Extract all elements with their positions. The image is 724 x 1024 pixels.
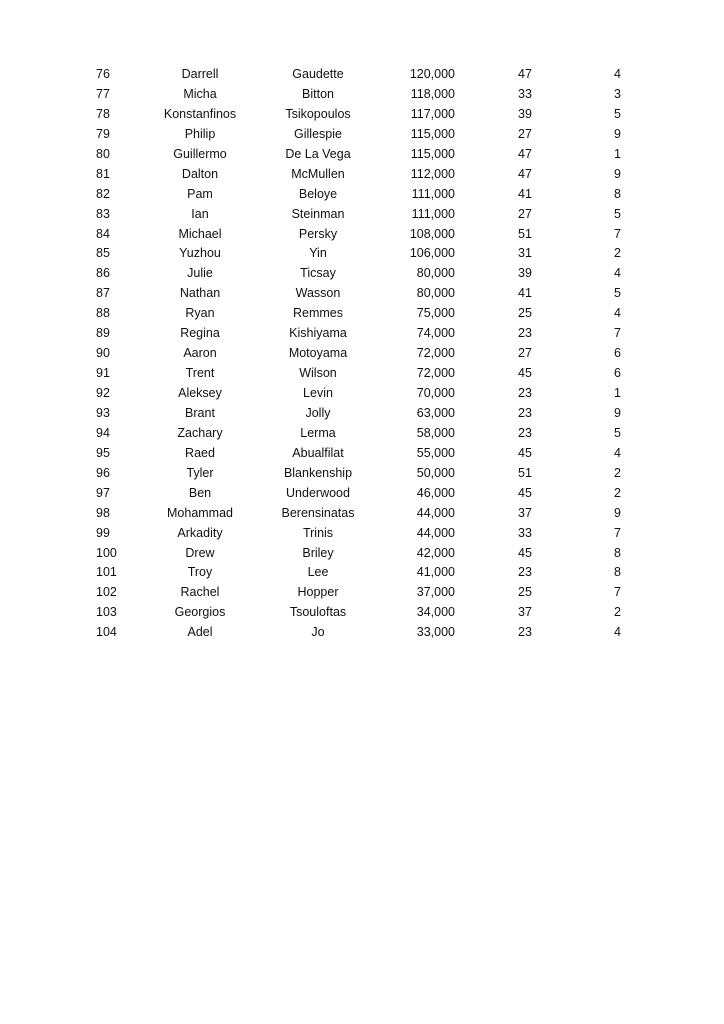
table-row — [0, 105, 724, 125]
cell-first-name: Raed — [185, 445, 215, 460]
cell-last-name: Lee — [307, 565, 329, 580]
cell-last-name: Jolly — [305, 405, 331, 420]
cell-salary: 117,000 — [410, 106, 455, 121]
cell-first-name: Darrell — [181, 67, 219, 81]
cell-age: 45 — [518, 366, 532, 381]
cell-id: 96 — [96, 465, 110, 480]
table-row — [0, 65, 724, 85]
cell-rating: 6 — [614, 346, 621, 361]
cell-first-name: Tyler — [186, 465, 214, 480]
cell-age: 23 — [518, 565, 532, 580]
cell-rating: 9 — [614, 126, 621, 141]
table-row — [0, 205, 724, 225]
cell-age: 41 — [518, 286, 532, 301]
cell-last-name: Gillespie — [294, 126, 342, 141]
cell-age: 47 — [518, 166, 532, 181]
cell-rating: 5 — [614, 286, 621, 301]
cell-salary: 44,000 — [416, 505, 455, 520]
cell-age: 41 — [518, 186, 532, 201]
cell-rating: 3 — [614, 86, 621, 101]
cell-rating: 4 — [614, 306, 621, 321]
cell-age: 45 — [518, 545, 532, 560]
cell-first-name: Ian — [191, 206, 209, 221]
table-row — [0, 324, 724, 344]
cell-first-name: Brant — [185, 405, 215, 420]
cell-last-name: Remmes — [292, 306, 343, 321]
cell-first-name: Ryan — [185, 306, 215, 321]
cell-id: 90 — [96, 346, 110, 361]
cell-last-name: Underwood — [286, 485, 350, 500]
cell-age: 51 — [518, 465, 532, 480]
cell-rating: 5 — [614, 206, 621, 221]
cell-id: 78 — [96, 106, 110, 121]
cell-last-name: McMullen — [291, 166, 345, 181]
cell-age: 23 — [518, 386, 532, 400]
cell-last-name: Steinman — [291, 206, 345, 221]
cell-rating: 2 — [614, 485, 621, 500]
cell-age: 27 — [518, 206, 532, 221]
cell-last-name: Ticsay — [300, 266, 336, 281]
cell-salary: 44,000 — [416, 525, 455, 540]
cell-first-name: Guillermo — [173, 146, 227, 161]
cell-first-name: Aleksey — [178, 386, 222, 400]
cell-salary: 72,000 — [416, 366, 455, 381]
cell-last-name: Gaudette — [292, 67, 344, 81]
cell-salary: 112,000 — [410, 166, 455, 181]
cell-first-name: Zachary — [177, 425, 223, 440]
cell-age: 25 — [518, 306, 532, 321]
cell-salary: 34,000 — [416, 605, 455, 620]
cell-age: 37 — [518, 605, 532, 620]
table-row — [0, 344, 724, 364]
cell-id: 95 — [96, 445, 110, 460]
table-row — [0, 284, 724, 304]
cell-salary: 111,000 — [411, 206, 455, 221]
cell-first-name: Rachel — [180, 585, 220, 600]
cell-first-name: Georgios — [174, 605, 226, 620]
table-row — [0, 264, 724, 284]
cell-last-name: Levin — [303, 386, 333, 400]
table-row — [0, 404, 724, 424]
table-row — [0, 185, 724, 205]
cell-rating: 5 — [614, 106, 621, 121]
table-row — [0, 384, 724, 404]
cell-rating: 6 — [614, 366, 621, 381]
cell-age: 27 — [518, 126, 532, 141]
cell-age: 39 — [518, 266, 532, 281]
cell-rating: 7 — [614, 326, 621, 341]
cell-last-name: Motoyama — [288, 346, 348, 361]
cell-salary: 120,000 — [409, 67, 455, 81]
cell-first-name: Regina — [180, 326, 220, 341]
cell-age: 23 — [518, 425, 532, 440]
cell-last-name: Wilson — [299, 366, 337, 381]
table-row — [0, 524, 724, 544]
cell-id: 82 — [96, 186, 110, 201]
cell-salary: 108,000 — [409, 226, 455, 241]
cell-id: 98 — [96, 505, 110, 520]
table-row — [0, 484, 724, 504]
cell-salary: 46,000 — [416, 485, 455, 500]
cell-rating: 7 — [614, 226, 621, 241]
cell-id: 100 — [96, 545, 117, 560]
cell-id: 76 — [96, 67, 110, 81]
cell-last-name: Berensinatas — [281, 505, 355, 520]
cell-id: 101 — [96, 565, 117, 580]
table-row — [0, 563, 724, 583]
cell-id: 86 — [96, 266, 110, 281]
cell-last-name: Blankenship — [283, 465, 353, 480]
cell-salary: 63,000 — [416, 405, 455, 420]
cell-rating: 1 — [614, 146, 621, 161]
cell-id: 87 — [96, 286, 110, 301]
cell-age: 45 — [518, 485, 532, 500]
table-row — [0, 85, 724, 105]
cell-first-name: Michael — [178, 226, 222, 241]
cell-id: 103 — [96, 605, 117, 620]
cell-id: 104 — [96, 625, 117, 640]
cell-rating: 5 — [614, 425, 621, 440]
table-row — [0, 603, 724, 623]
cell-rating: 2 — [614, 605, 621, 620]
cell-first-name: Mohammad — [167, 505, 233, 520]
cell-first-name: Konstanfinos — [163, 106, 237, 121]
cell-age: 23 — [518, 405, 532, 420]
cell-salary: 80,000 — [416, 286, 455, 301]
cell-first-name: Dalton — [181, 166, 219, 181]
cell-id: 79 — [96, 126, 110, 141]
cell-id: 97 — [96, 485, 110, 500]
cell-last-name: Jo — [311, 625, 325, 640]
cell-first-name: Philip — [184, 126, 216, 141]
cell-age: 33 — [518, 525, 532, 540]
cell-first-name: Adel — [187, 625, 213, 640]
cell-last-name: Tsikopoulos — [285, 106, 351, 121]
cell-salary: 118,000 — [410, 86, 455, 101]
cell-rating: 2 — [614, 246, 621, 261]
cell-rating: 8 — [614, 545, 621, 560]
table-row — [0, 145, 724, 165]
cell-id: 85 — [96, 246, 110, 261]
cell-salary: 72,000 — [416, 346, 455, 361]
cell-last-name: Abualfilat — [292, 445, 344, 460]
table-row — [0, 304, 724, 324]
table-row — [0, 444, 724, 464]
cell-first-name: Julie — [187, 266, 213, 281]
cell-id: 102 — [96, 585, 117, 600]
cell-id: 89 — [96, 326, 110, 341]
cell-first-name: Micha — [183, 86, 217, 101]
table-row — [0, 165, 724, 185]
cell-salary: 41,000 — [416, 565, 455, 580]
table-row — [0, 424, 724, 444]
cell-last-name: Tsouloftas — [289, 605, 347, 620]
cell-last-name: Briley — [302, 545, 334, 560]
cell-age: 33 — [518, 86, 532, 101]
cell-id: 80 — [96, 146, 110, 161]
cell-first-name: Arkadity — [177, 525, 223, 540]
cell-salary: 115,000 — [410, 126, 455, 141]
cell-age: 23 — [518, 326, 532, 341]
cell-salary: 42,000 — [416, 545, 455, 560]
table-row — [0, 504, 724, 524]
cell-first-name: Pam — [187, 186, 213, 201]
cell-rating: 1 — [614, 386, 621, 400]
cell-last-name: Trinis — [302, 525, 334, 540]
cell-age: 31 — [518, 246, 532, 261]
table-row — [0, 623, 724, 643]
cell-rating: 8 — [614, 186, 621, 201]
cell-rating: 9 — [614, 505, 621, 520]
cell-last-name: De La Vega — [285, 146, 351, 161]
cell-first-name: Aaron — [183, 346, 217, 361]
cell-last-name: Persky — [298, 226, 338, 241]
cell-id: 84 — [96, 226, 110, 241]
cell-rating: 4 — [614, 445, 621, 460]
cell-age: 37 — [518, 505, 532, 520]
cell-id: 94 — [96, 425, 110, 440]
cell-first-name: Ben — [188, 485, 212, 500]
cell-age: 51 — [518, 226, 532, 241]
cell-last-name: Lerma — [300, 425, 336, 440]
table-row — [0, 225, 724, 245]
cell-rating: 7 — [614, 525, 621, 540]
cell-first-name: Troy — [187, 565, 213, 580]
table-row — [0, 544, 724, 564]
cell-id: 77 — [96, 86, 110, 101]
cell-rating: 9 — [614, 166, 621, 181]
cell-age: 47 — [518, 146, 532, 161]
cell-rating: 4 — [614, 625, 621, 640]
data-table — [0, 65, 724, 643]
cell-id: 91 — [96, 366, 110, 381]
table-row — [0, 464, 724, 484]
cell-age: 45 — [518, 445, 532, 460]
cell-salary: 111,000 — [411, 186, 455, 201]
cell-id: 93 — [96, 405, 110, 420]
cell-first-name: Nathan — [179, 286, 221, 301]
cell-age: 39 — [518, 106, 532, 121]
cell-last-name: Beloye — [298, 186, 338, 201]
cell-last-name: Yin — [309, 246, 327, 261]
cell-last-name: Kishiyama — [289, 326, 347, 341]
cell-id: 83 — [96, 206, 110, 221]
cell-salary: 70,000 — [416, 386, 455, 400]
cell-rating: 9 — [614, 405, 621, 420]
cell-last-name: Hopper — [297, 585, 339, 600]
cell-age: 47 — [518, 67, 532, 81]
cell-salary: 106,000 — [409, 246, 455, 261]
cell-salary: 37,000 — [416, 585, 455, 600]
cell-rating: 4 — [614, 266, 621, 281]
cell-salary: 115,000 — [410, 146, 455, 161]
cell-rating: 7 — [614, 585, 621, 600]
cell-salary: 33,000 — [416, 625, 455, 640]
cell-age: 23 — [518, 625, 532, 640]
table-row — [0, 244, 724, 264]
cell-first-name: Drew — [185, 545, 215, 560]
cell-id: 92 — [96, 386, 110, 400]
cell-age: 25 — [518, 585, 532, 600]
cell-rating: 2 — [614, 465, 621, 480]
cell-first-name: Yuzhou — [179, 246, 221, 261]
cell-salary: 75,000 — [416, 306, 455, 321]
cell-salary: 55,000 — [416, 445, 455, 460]
cell-first-name: Trent — [185, 366, 215, 381]
cell-id: 81 — [96, 166, 110, 181]
table-row — [0, 583, 724, 603]
cell-id: 88 — [96, 306, 110, 321]
cell-age: 27 — [518, 346, 532, 361]
cell-last-name: Bitton — [302, 86, 334, 101]
cell-salary: 50,000 — [416, 465, 455, 480]
cell-last-name: Wasson — [295, 286, 341, 301]
table-row — [0, 364, 724, 384]
cell-rating: 4 — [614, 67, 621, 81]
cell-rating: 8 — [614, 565, 621, 580]
cell-salary: 80,000 — [416, 266, 455, 281]
cell-salary: 58,000 — [416, 425, 455, 440]
cell-id: 99 — [96, 525, 110, 540]
table-row — [0, 125, 724, 145]
cell-salary: 74,000 — [416, 326, 455, 341]
